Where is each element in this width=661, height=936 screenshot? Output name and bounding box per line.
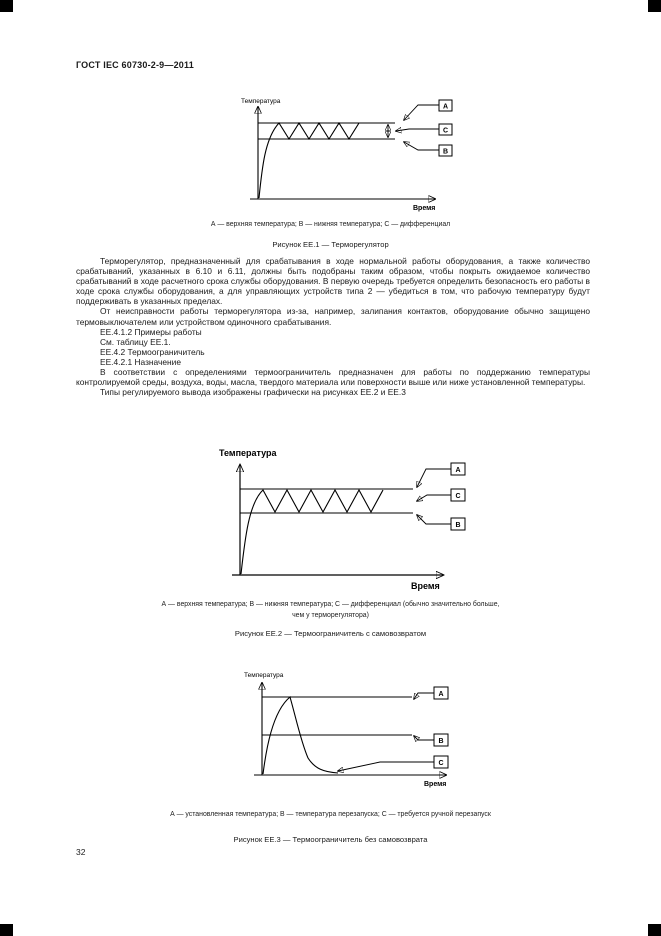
callout-c-letter: С — [442, 127, 449, 135]
temperature-curve — [259, 123, 359, 198]
callout-c-letter: С — [438, 760, 444, 767]
figure-ee3-caption: А — установленная температура; В — температура перезапуска; С — требуется ручной перезапуск — [170, 811, 491, 818]
callout-c — [417, 489, 465, 501]
figure-ee1-diagram — [237, 93, 462, 219]
time-axis-label: Время — [424, 781, 447, 788]
figure-ee1-title: Рисунок ЕЕ.1 — Терморегулятор — [272, 240, 389, 249]
temperature-axis-label: Температура — [241, 98, 281, 105]
callout-c — [338, 756, 448, 771]
callout-b — [417, 515, 465, 530]
paragraph: Типы регулируемого вывода изображены графически на рисунках ЕЕ.2 и ЕЕ.3 — [100, 387, 406, 398]
callout-b-letter: В — [442, 148, 449, 156]
callout-b-leader — [414, 736, 434, 740]
callout-a — [414, 687, 448, 699]
callout-b-letter: В — [455, 522, 461, 529]
callout-a-leader — [414, 693, 434, 699]
time-axis-label: Время — [413, 205, 436, 212]
corner-mark — [648, 924, 661, 936]
callout-c-letter: С — [455, 493, 461, 500]
temperature-curve — [241, 490, 383, 574]
figure-ee2-caption-line1: А — верхняя температура; В — нижняя температура; С — дифференциал (обычно значительно больше, — [161, 601, 500, 608]
callout-a-letter: А — [442, 103, 449, 111]
body-text — [76, 256, 590, 397]
callout-c-leader — [338, 762, 434, 771]
callout-c — [396, 124, 452, 135]
figure-ee2-title: Рисунок ЕЕ.2 — Термоограничитель с самовозвратом — [234, 629, 427, 638]
figure-ee1-caption: А — верхняя температура; В — нижняя температура; С — дифференциал — [210, 221, 451, 228]
paragraph: В соответствии с определениями термоограничитель предназначен для работы по поддержанию температуры контролируемой среды, воздуха, воды, масла, твердого материала или поверхности выше или ниже установленной температуры. — [76, 367, 590, 388]
callout-b — [414, 734, 448, 746]
page-number: 32 — [76, 847, 86, 857]
clause-heading: ЕЕ.4.2.1 Назначение — [100, 356, 181, 367]
doc-header: ГОСТ IEC 60730-2-9—2011 — [76, 60, 194, 70]
callout-b-leader — [404, 142, 439, 150]
callout-a-letter: А — [438, 691, 444, 698]
callout-c-leader — [396, 129, 439, 131]
corner-mark — [648, 0, 661, 12]
figure-ee2-caption-line2: чем у терморегулятора) — [292, 612, 369, 619]
callout-b-leader — [417, 515, 451, 524]
callout-a-letter: А — [455, 467, 461, 474]
corner-mark — [0, 0, 13, 12]
temperature-axis-label: Температура — [244, 672, 284, 679]
callout-b — [404, 142, 452, 156]
clause-heading: ЕЕ.4.2 Термоограничитель — [100, 346, 205, 357]
callout-a-leader — [404, 105, 439, 120]
callout-a-leader — [417, 469, 451, 487]
callout-c-leader — [417, 495, 451, 501]
time-axis-label: Время — [411, 581, 440, 591]
paragraph: Терморегулятор, предназначенный для срабатывания в ходе нормальной работы оборудования, а также количество срабатываний, указанных в 6.10 и 6.11, должны быть подобраны таким образом, чтобы покрыть ожидаемое количество срабатываний в ходе расчетного срока службы оборудования. В первую очередь требуется определить безопасность его работы в ходе срока службы оборудования, а для управляющих устройств типа 2 — убедиться в том, что рабочую температуру будут поддерживать в указанных пределах. — [76, 256, 590, 307]
callout-a — [404, 100, 452, 120]
paragraph: От неисправности работы терморегулятора из-за, например, залипания контактов, оборудование обычно защищено термовыключателем или устройством одиночного срабатывания. — [76, 306, 590, 327]
temperature-axis-label: Температура — [219, 448, 277, 458]
corner-mark — [0, 924, 13, 936]
callout-a — [417, 463, 465, 487]
paragraph: См. таблицу ЕЕ.1. — [100, 336, 171, 347]
figure-ee2-diagram — [213, 443, 475, 599]
clause-heading: ЕЕ.4.1.2 Примеры работы — [100, 326, 202, 337]
figure-ee3-title: Рисунок ЕЕ.3 — Термоограничитель без самовозврата — [233, 835, 428, 844]
callout-b-letter: В — [438, 738, 444, 745]
figure-ee3-diagram — [238, 666, 468, 808]
